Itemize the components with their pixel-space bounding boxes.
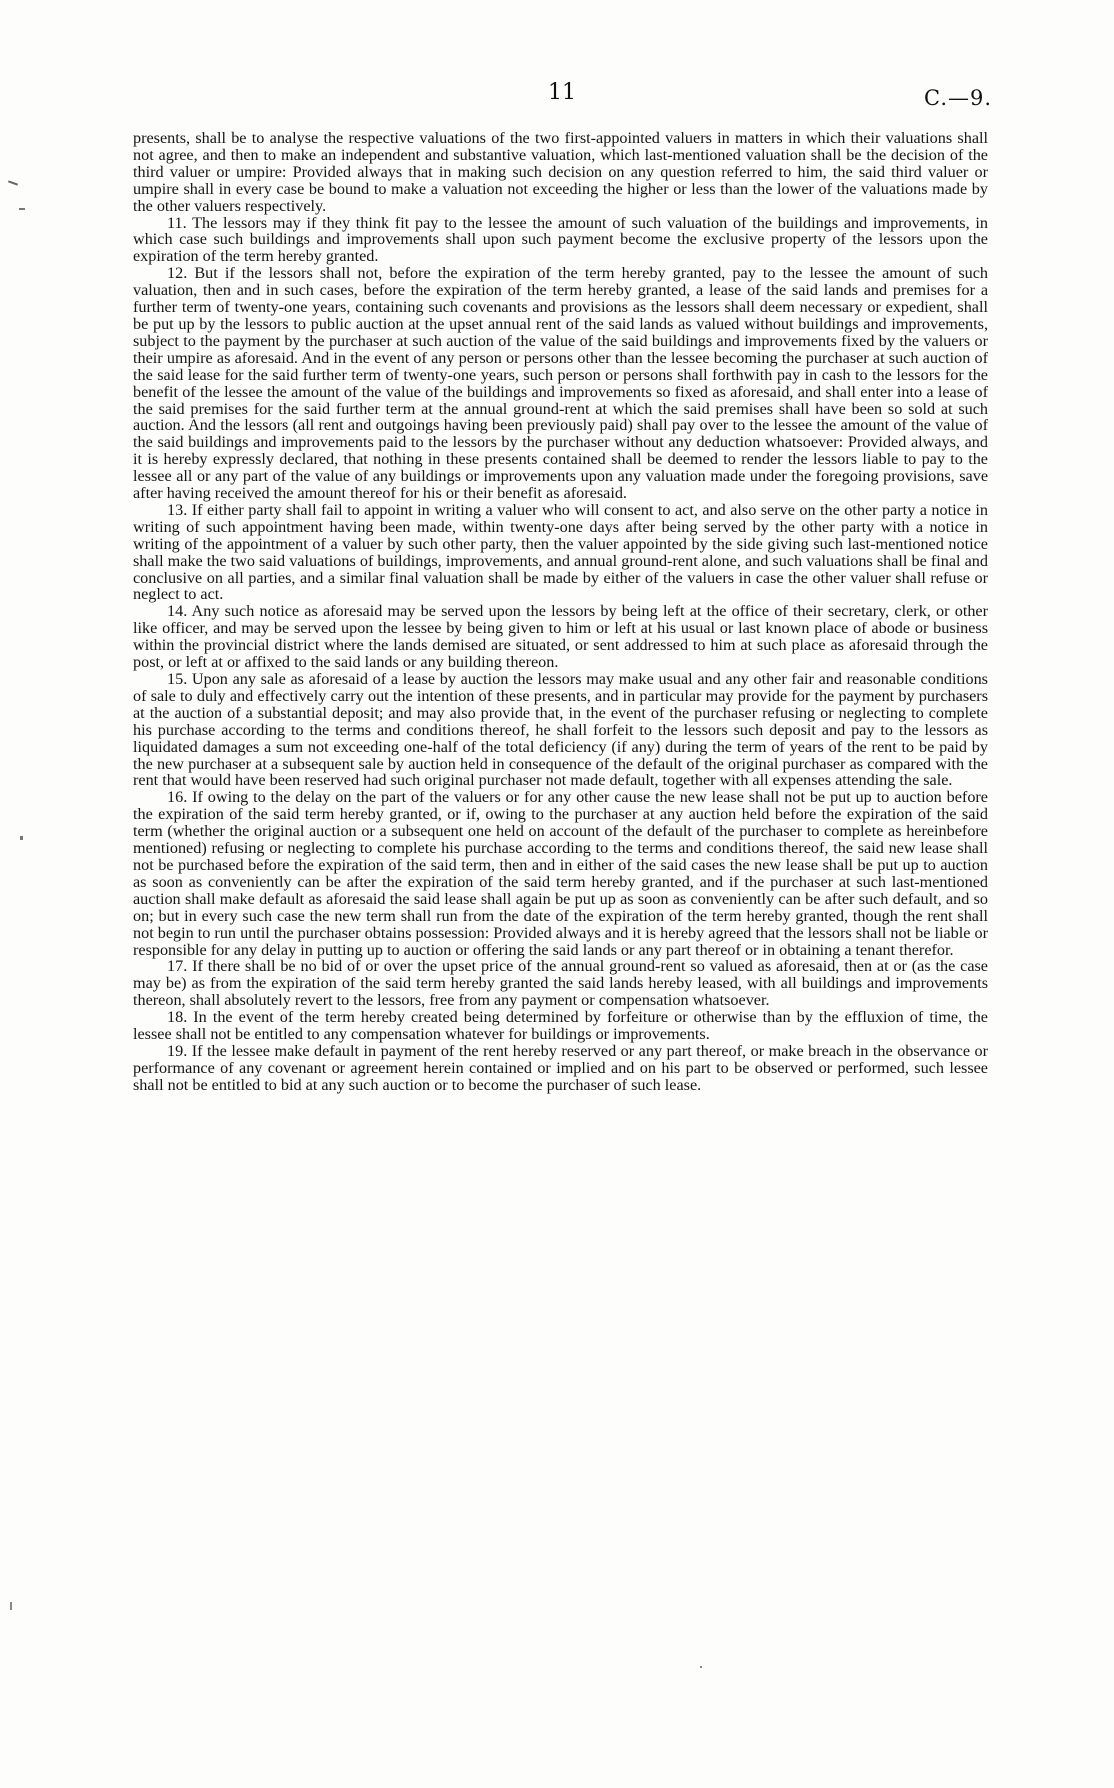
margin-mark [700,1666,702,1668]
margin-mark [20,836,23,840]
clause-15: 15. Upon any sale as aforesaid of a lease by auction the lessors may make usual and any other fair and reasonable conditions of sale to duly and effectively carry out the intention of these presents, and in particular may provide for the payment by purchasers at the auction of a substantial deposit; and may also provide that, in the event of the purchaser refusing or neglecting to complete his purchase according to the terms and conditions thereof, he shall forfeit to the lessors such deposit and pay to the lessors as liquidated damages a sum not exceeding one-half of the total deficiency (if any) during the term of years of the rent to be paid by the new purchaser at a subsequent sale by auction held in consequence of the default of the original purchaser as compared with the rent that would have been reserved had such original purchaser not made default, together with all expenses attending the sale. [133,670,988,790]
paragraph-continuation: presents, shall be to analyse the respective valuations of the two first-appointed valuers in matters in which their valuations shall not agree, and then to make an independent and substantive valuation, which last-mentioned valuation shall be the decision of the third valuer or umpire: Provided always that in making such decision on any question referred to him, the said third valuer or umpire shall in every case be bound to make a valuation not exceeding the higher or less than the lower of the valuations made by the other valuers respectively. [133,129,988,215]
clause-19: 19. If the lessee make default in payment of the rent hereby reserved or any part thereof, or make breach in the observance or performance of any covenant or agreement herein contained or implied and on his part to be observed or performed, such lessee shall not be entitled to bid at any such auction or to become the purchaser of such lease. [133,1041,988,1094]
body-text [133,130,988,1094]
margin-mark [19,208,25,210]
clause-11: 11. The lessors may if they think fit pay to the lessee the amount of such valuation of the buildings and improvements, in which case such buildings and improvements shall upon such payment become the exclusive property of the lessors upon the expiration of the term hereby granted. [133,213,988,266]
clause-13: 13. If either party shall fail to appoint in writing a valuer who will consent to act, and also serve on the other party a notice in writing of such appointment having been made, within twenty-one days after being served by the other party with a notice in writing of the appointment of a valuer by such other party, then the valuer appointed by the side giving such last-mentioned notice shall make the two said valuations of buildings, improvements, and annual ground-rent alone, and such valuations shall be final and conclusive on all parties, and a similar final valuation shall be made by either of the valuers in case the other valuer shall refuse or neglect to act. [133,500,988,604]
page-header [0,0,1114,120]
margin-mark [10,1602,12,1610]
clause-14: 14. Any such notice as aforesaid may be served upon the lessors by being left at the office of their secretary, clerk, or other like officer, and may be served upon the lessee by being given to him or left at his usual or last known place of abode or business within the provincial district where the lands demised are situated, or sent addressed to him at such place as aforesaid through the post, or left at or affixed to the said lands or any building thereon. [133,602,988,672]
clause-16: 16. If owing to the delay on the part of the valuers or for any other cause the new lease shall not be put up to auction before the expiration of the said term hereby granted, or if, owing to the purchaser at any auction held before the expiration of the said term (whether the original auction or a subsequent one held on account of the default of the purchaser to complete as hereinbefore mentioned) refusing or neglecting to complete his purchase according to the terms and conditions thereof, the said new lease shall not be purchased before the expiration of the said term, then and in either of the said cases the new lease shall be put up to auction as soon as conveniently can be after the expiration of the said term hereby granted, and if the purchaser at such last-mentioned auction shall make default as aforesaid the said lease shall again be put up as soon as conveniently can be after such default, and so on; but in every such case the new term shall run from the date of the expiration of the term hereby granted, though the rent shall not begin to run until the purchaser obtains possession: Provided always and it is hereby agreed that the lessors shall not be liable or responsible for any delay in putting up to auction or offering the said lands or any part thereof or in obtaining a tenant therefor. [133,788,988,959]
clause-17: 17. If there shall be no bid of or over the upset price of the annual ground-rent so valued as aforesaid, then at or (as the case may be) as from the expiration of the said term hereby granted the said lands hereby leased, with all buildings and improvements thereon, shall absolutely revert to the lessors, free from any payment or compensation whatsoever. [133,957,988,1010]
document-reference: C.—9. [924,86,993,110]
clause-18: 18. In the event of the term hereby created being determined by forfeiture or otherwise than by the effluxion of time, the lessee shall not be entitled to any compensation whatever for buildings or improvements. [133,1008,988,1044]
clause-12: 12. But if the lessors shall not, before the expiration of the term hereby granted, pay to the lessee the amount of such valuation, then and in such cases, before the expiration of the term hereby granted, a lease of the said lands and premises for a further term of twenty-one years, containing such covenants and provisions as the lessors shall deem necessary or expedient, shall be put up by the lessors to public auction at the upset annual rent of the said lands as valued without buildings and improvements, subject to the payment by the purchaser at such auction of the value of the said buildings and improvements fixed by the valuers or their umpire as aforesaid. And in the event of any person or persons other than the lessee becoming the purchaser at such auction of the said lease for the said further term of twenty-one years, such person or persons shall forthwith pay in cash to the lessors for the benefit of the lessee the amount of the value of the buildings and improvements so fixed as aforesaid, and shall enter into a lease of the said premises for the said further term at the annual ground-rent at which the said premises shall have been so sold at such auction. And the lessors (all rent and outgoings having been previously paid) shall pay over to the lessee the amount of the value of the said buildings and improvements paid to the lessors by the purchaser without any deduction whatsoever: Provided always, and it is hereby expressly declared, that nothing in these presents contained shall be deemed to render the lessors liable to pay to the lessee all or any part of the value of any buildings or improvements upon any valuation made under the foregoing provisions, save after having received the amount thereof for his or their benefit as aforesaid. [133,264,988,503]
page-number: 11 [548,80,576,105]
margin-mark [8,180,18,185]
